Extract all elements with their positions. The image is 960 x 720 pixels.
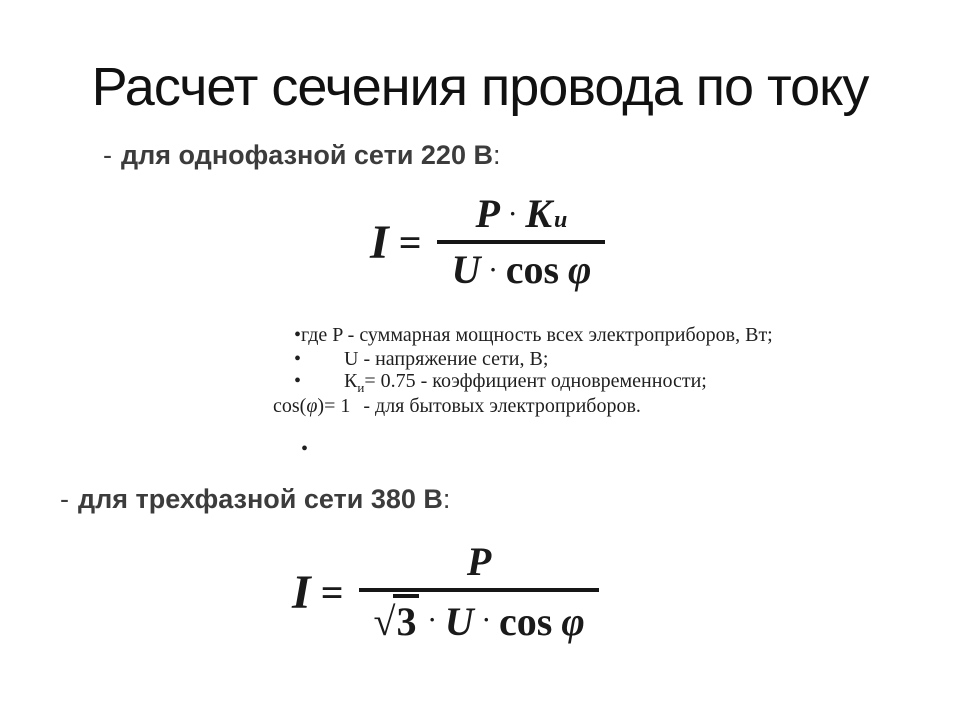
bullet-marker: • <box>301 438 309 460</box>
bullet-marker: • <box>294 348 302 370</box>
cos-function: cos <box>505 247 560 292</box>
phi-symbol: φ <box>561 599 585 644</box>
numerator <box>453 538 505 588</box>
fraction <box>437 190 605 294</box>
note-text: - для бытовых электроприборов. <box>363 395 641 417</box>
cos-expression-value: )= 1 <box>317 395 351 417</box>
section-label: для трехфазной сети 380 В <box>78 484 443 514</box>
section-label: для однофазной сети 220 В <box>121 140 493 170</box>
coefficient-symbol: К <box>344 370 358 392</box>
section-heading-three-phase <box>60 484 450 515</box>
note-cos-phi <box>273 395 641 418</box>
coefficient-symbol: K <box>525 191 553 236</box>
multiplication-dot: · <box>428 606 436 632</box>
coefficient-subscript: и <box>357 380 365 395</box>
note-empty-bullet <box>301 438 308 461</box>
multiplication-dot: · <box>508 200 517 226</box>
radicand: 3 <box>393 594 419 646</box>
note-where-power <box>294 324 773 347</box>
note-coefficient <box>294 370 707 396</box>
cos-function: cos <box>499 599 553 644</box>
fraction <box>359 538 598 646</box>
equals-sign: = <box>398 219 422 265</box>
note-text: U - напряжение сети, В; <box>344 348 549 370</box>
denominator <box>359 592 598 646</box>
current-symbol: I <box>292 565 311 619</box>
voltage-symbol: U <box>451 247 481 292</box>
phi-symbol: φ <box>568 247 592 292</box>
multiplication-dot: · <box>482 606 491 632</box>
section-heading-single-phase <box>103 140 500 171</box>
equals-sign: = <box>320 569 344 615</box>
cos-expression: cos( <box>273 395 307 417</box>
section-colon: : <box>492 140 501 170</box>
formula-three-phase <box>292 538 599 646</box>
multiplication-dot: · <box>489 256 497 282</box>
note-text: = 0.75 - коэффициент одновременности; <box>364 370 707 392</box>
numerator <box>462 190 582 240</box>
section-dash: - <box>60 484 69 514</box>
formula-single-phase <box>370 190 605 294</box>
sqrt-symbol: √ <box>373 599 396 644</box>
bullet-marker: • <box>294 370 302 392</box>
note-text: где P - суммарная мощность всех электроприборов, Вт; <box>301 324 773 346</box>
power-symbol: P <box>466 539 492 584</box>
slide-title: Расчет сечения провода по току <box>91 57 869 117</box>
section-dash: - <box>103 140 112 170</box>
power-symbol: P <box>475 191 500 236</box>
bullet-marker: • <box>294 324 302 346</box>
coefficient-subscript: и <box>554 207 568 233</box>
phi-symbol: φ <box>306 395 318 417</box>
current-symbol: I <box>370 215 389 269</box>
section-colon: : <box>442 484 451 514</box>
denominator <box>437 244 605 294</box>
note-voltage <box>294 348 548 371</box>
voltage-symbol: U <box>444 599 474 644</box>
